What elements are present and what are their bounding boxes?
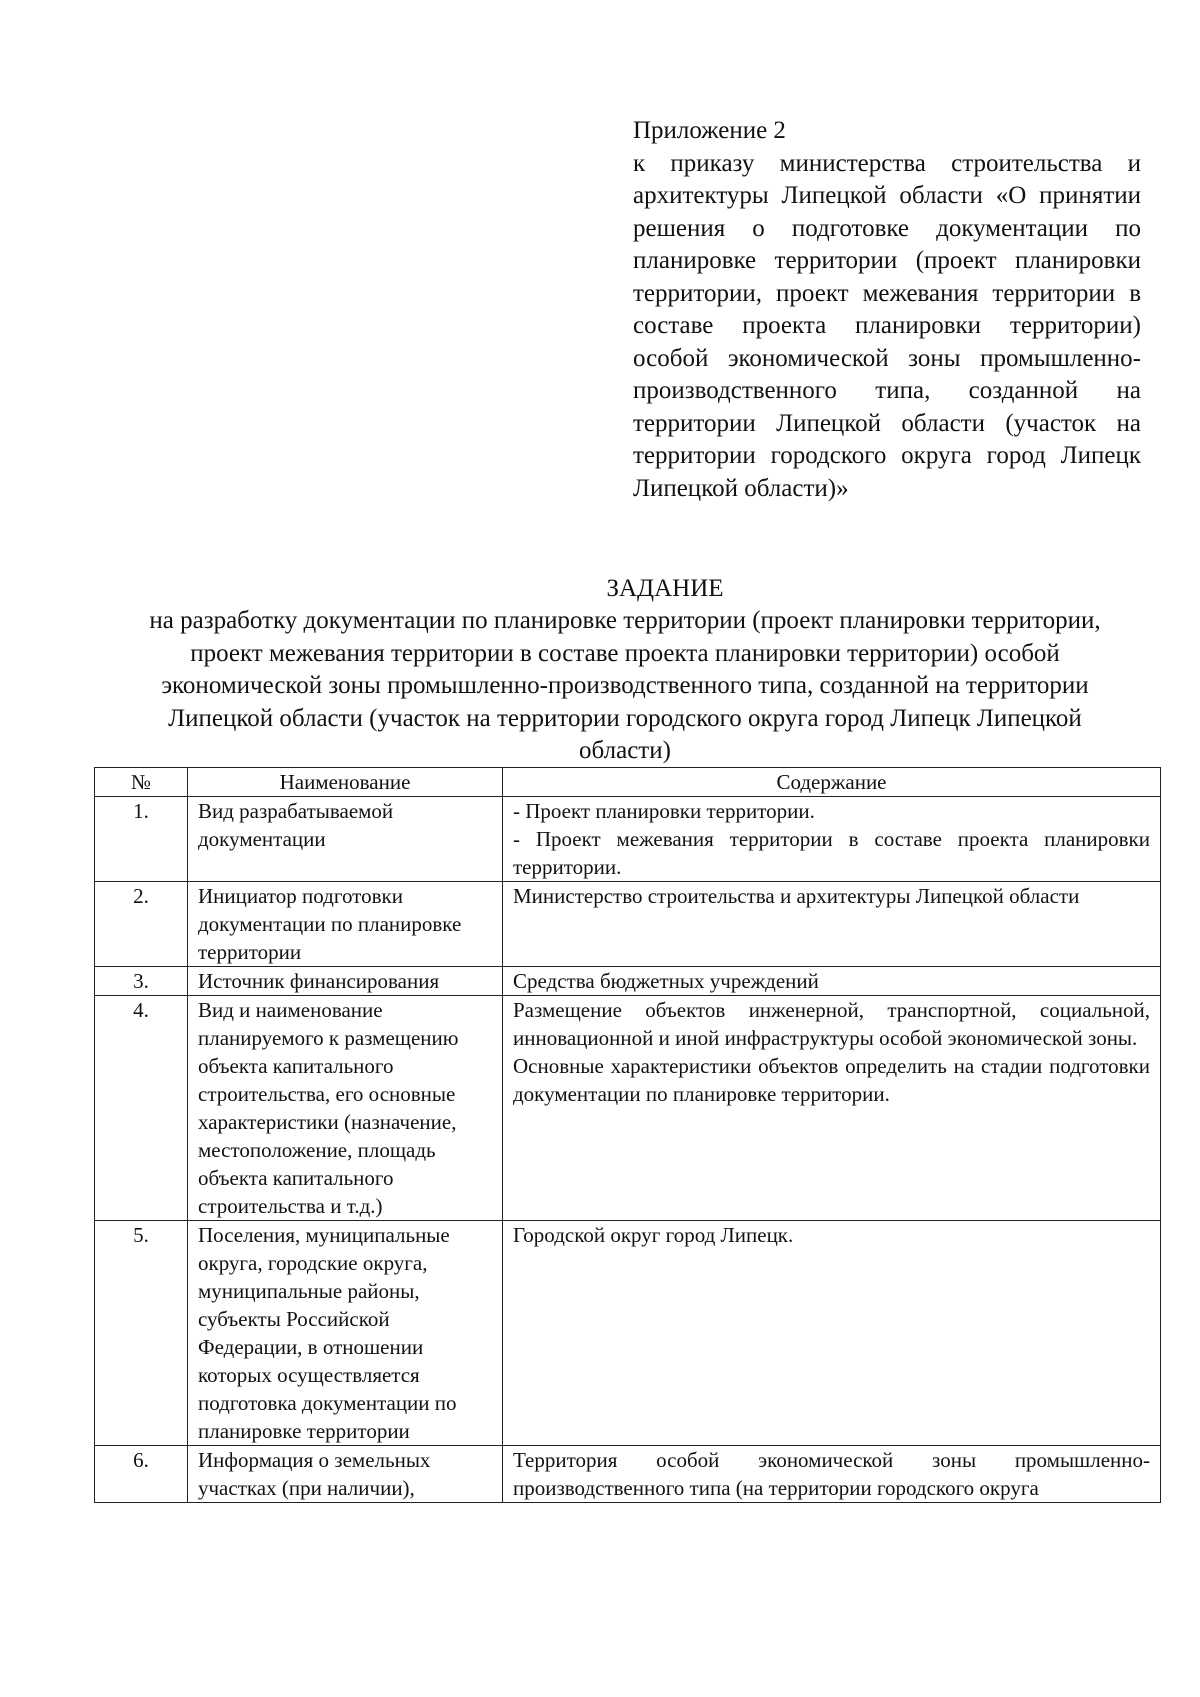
content-paragraph: - Проект планировки территории. [513, 799, 815, 823]
table-row [95, 882, 1161, 967]
row-content [503, 967, 1161, 996]
content-paragraph: - Проект межевания территории в составе проекта планировки территории. [513, 827, 1150, 879]
row-number: 5. [95, 1221, 188, 1446]
content-paragraph: Министерство строительства и архитектуры Липецкой области [513, 884, 1080, 908]
row-name: Поселения, муниципальные округа, городские округа, муниципальные районы, субъекты Российской Федерации, в отношении которых осуществляется подготовка документации по планировке территории [188, 1221, 503, 1446]
row-content [503, 1221, 1161, 1446]
row-number: 3. [95, 967, 188, 996]
task-subtitle: на разработку документации по планировке территории (проект планировки территории, проект межевания территории в составе проекта планировки территории) особой экономической зоны промышленно-производственного типа, созданной на территории Липецкой области (участок на территории городского округа город Липецк Липецкой области) [149, 607, 1101, 764]
row-number: 1. [95, 797, 188, 882]
task-title: ЗАДАНИЕ [606, 575, 724, 602]
content-paragraph: Размещение объектов инженерной, транспортной, социальной, инновационной и иной инфраструктуры особой экономической зоны. [513, 998, 1150, 1050]
row-content [503, 996, 1161, 1221]
row-number: 6. [95, 1446, 188, 1503]
row-name: Вид разрабатываемой документации [188, 797, 503, 882]
table-row [95, 1446, 1161, 1503]
table-header-row [95, 768, 1161, 797]
appendix-reference: к приказу министерства строительства и архитектуры Липецкой области «О принятии решения о подготовке документации по планировке территории (проект планировки территории, проект межевания территории в составе проекта планировки территории) особой экономической зоны промышленно-производственного типа, созданной на территории Липецкой области (участок на территории городского округа город Липецк Липецкой области)» [633, 149, 1141, 502]
header-content: Содержание [503, 768, 1161, 797]
header-name: Наименование [188, 768, 503, 797]
header-num: № [95, 768, 188, 797]
content-paragraph: Средства бюджетных учреждений [513, 969, 819, 993]
row-name: Инициатор подготовки документации по планировке территории [188, 882, 503, 967]
row-name: Информация о земельных участках (при наличии), [188, 1446, 503, 1503]
appendix-header [633, 115, 1141, 505]
appendix-number: Приложение 2 [633, 117, 786, 144]
content-paragraph: Городской округ город Липецк. [513, 1223, 794, 1247]
table-row [95, 797, 1161, 882]
row-content [503, 1446, 1161, 1503]
row-content [503, 882, 1161, 967]
table-row [95, 996, 1161, 1221]
task-table [94, 767, 1161, 1503]
content-paragraph: Основные характеристики объектов определить на стадии подготовки документации по планировке территории. [513, 1054, 1150, 1106]
table-row [95, 967, 1161, 996]
row-number: 4. [95, 996, 188, 1221]
row-content [503, 797, 1161, 882]
row-number: 2. [95, 882, 188, 967]
row-name: Вид и наименование планируемого к размещению объекта капитального строительства, его основные характеристики (назначение, местоположение, площадь объекта капитального строительства и т.д.) [188, 996, 503, 1221]
table-row [95, 1221, 1161, 1446]
row-name: Источник финансирования [188, 967, 503, 996]
content-paragraph: Территория особой экономической зоны промышленно-производственного типа (на территории городского округа [513, 1448, 1150, 1500]
